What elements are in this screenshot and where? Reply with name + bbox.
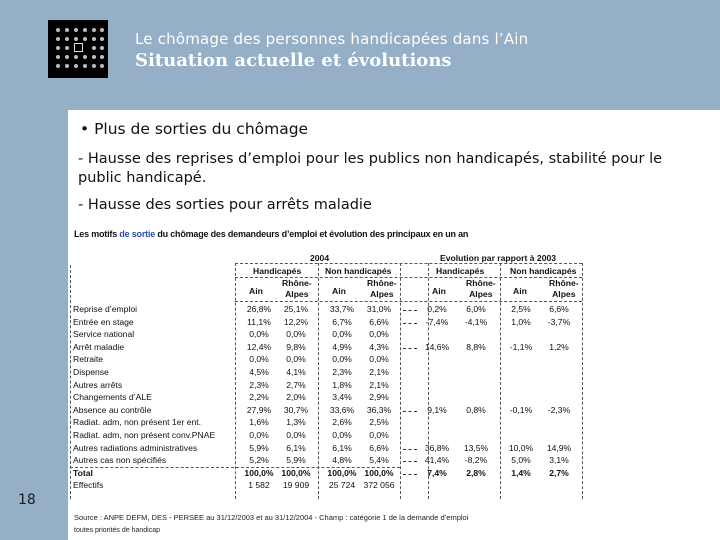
cell-value: 1,3% [286, 417, 306, 428]
cell-value: 0,0% [249, 329, 269, 340]
row-label: Dispense [73, 367, 109, 377]
cell-value: 33,7% [329, 304, 355, 314]
col-rhone-4: Rhône- Alpes [549, 278, 579, 299]
cell-value: 1 582 [248, 480, 270, 491]
cell-value: 4,9% [332, 341, 352, 352]
table-gridline-h [235, 301, 582, 302]
table-gridline-v [318, 263, 319, 499]
logo-dot [100, 46, 104, 50]
cell-value: 27,9% [246, 404, 272, 415]
col-ain-4: Ain [513, 286, 527, 296]
sub-nonhandicapes-2004: Non handicapés [325, 266, 392, 276]
table-caption [74, 229, 468, 239]
logo-dot [56, 46, 60, 50]
row-label: Retraite [73, 354, 104, 365]
logo-dot [92, 37, 96, 41]
cell-value: 2,9% [369, 392, 389, 403]
group-evolution: Evolution par rapport à 2003 [440, 253, 557, 263]
logo-dot [65, 55, 69, 59]
cell-value: 4,5% [249, 367, 269, 377]
cell-value: 9,8% [286, 341, 306, 352]
table-gridline-v [582, 263, 583, 499]
logo-dot [92, 55, 96, 59]
row-label: Effectifs [73, 480, 104, 491]
cell-value: 2,3% [249, 379, 269, 390]
page-number: 18 [18, 492, 36, 508]
cell-evolution: 6,0% [466, 304, 486, 314]
logo-dot [56, 64, 60, 68]
table-gridline-v [70, 265, 71, 499]
row-label: Autres radiations administratives [73, 442, 198, 453]
col-rhone-1: Rhône- Alpes [282, 278, 312, 299]
cell-evolution: 0,8% [466, 404, 486, 415]
cell-evolution: 2,7% [549, 467, 569, 478]
cell-value: 0,0% [249, 354, 269, 365]
cell-evolution: 3,1% [549, 455, 569, 466]
cell-value: 1,6% [249, 417, 269, 428]
cell-value: 25,1% [283, 304, 309, 314]
logo-dot [92, 46, 96, 50]
cell-value: 26,8% [246, 304, 272, 314]
row-connector [403, 449, 417, 450]
logo-dot [65, 28, 69, 32]
row-label: Reprise d’emploi [73, 304, 138, 314]
cell-evolution: 8,8% [466, 341, 486, 352]
table-gridline-v [400, 263, 401, 499]
cell-evolution: 1,2% [549, 341, 569, 352]
sub-nonhandicapes-evol: Non handicapés [510, 266, 577, 276]
cell-value: 0,0% [332, 430, 352, 440]
cell-value: 0,0% [286, 430, 306, 440]
logo-dot [74, 64, 78, 68]
logo-dot [100, 55, 104, 59]
cell-evolution: -7,4% [425, 316, 449, 327]
cell-value: 2,1% [369, 379, 389, 390]
page-subtitle: Le chômage des personnes handicapées dans l’Ain [135, 30, 529, 48]
group-2004: 2004 [310, 253, 330, 263]
cell-value: 12,4% [246, 341, 272, 352]
logo-dot [56, 55, 60, 59]
cell-value: 0,0% [249, 430, 269, 440]
row-label: Changements d’ALE [73, 392, 152, 403]
cell-evolution: -1,1% [509, 341, 533, 352]
row-label: Autres cas non spécifiés [73, 455, 167, 466]
row-connector [403, 348, 417, 349]
logo-center-square [74, 43, 83, 52]
cell-value: 5,2% [249, 455, 269, 466]
cell-value: 100,0% [244, 467, 274, 478]
col-ain-2: Ain [332, 286, 346, 296]
col-rhone-3: Rhône- Alpes [466, 278, 496, 299]
logo-dot [92, 64, 96, 68]
cell-evolution: 2,5% [511, 304, 531, 314]
bullet-line-1: - Hausse des reprises d’emploi pour les publics non handicapés, stabilité pour le public handicapé. [78, 151, 663, 186]
cell-evolution: 9,1% [427, 404, 447, 415]
row-label: Total [73, 467, 93, 478]
cell-evolution: 1,4% [511, 467, 531, 478]
cell-value: 3,4% [332, 392, 352, 403]
cell-value: 6,1% [332, 442, 352, 453]
row-label: Service national [73, 329, 135, 340]
logo-dot [65, 37, 69, 41]
cell-value: 0,0% [369, 430, 389, 440]
cell-value: 4,3% [369, 341, 389, 352]
row-label: Radiat. adm, non présent conv.PNAE [73, 430, 216, 440]
logo-dot [83, 64, 87, 68]
cell-evolution: 1,0% [511, 316, 531, 327]
sub-handicapes-2004: Handicapés [253, 266, 302, 276]
bullet-line-2: - Hausse des sorties pour arrêts maladie [78, 197, 372, 213]
cell-value: 6,7% [332, 316, 352, 327]
row-connector [403, 323, 417, 324]
row-label: Radiat. adm, non présent 1er ent. [73, 417, 202, 428]
logo-dot [74, 55, 78, 59]
cell-value: 31,0% [366, 304, 392, 314]
cell-evolution: -3,7% [547, 316, 571, 327]
cell-value: 0,0% [286, 354, 306, 365]
cell-value: 0,0% [369, 329, 389, 340]
row-label: Absence au contrôle [73, 404, 152, 415]
source-note-2: toutes priorités de handicap [74, 527, 160, 534]
cell-value: 4,1% [286, 367, 306, 377]
logo-dot [100, 64, 104, 68]
cell-value: 2,6% [332, 417, 352, 428]
logo-dot [100, 37, 104, 41]
logo-dot [56, 28, 60, 32]
logo-dot [74, 37, 78, 41]
logo-dot [83, 37, 87, 41]
cell-value: 2,0% [286, 392, 306, 403]
cell-evolution: 14,9% [546, 442, 572, 453]
cell-value: 6,6% [369, 442, 389, 453]
logo-dot [100, 28, 104, 32]
cell-evolution: 2,8% [466, 467, 486, 478]
cell-value: 5,4% [369, 455, 389, 466]
row-label: Entrée en stage [73, 316, 134, 327]
cell-evolution: 5,0% [511, 455, 531, 466]
logo-dot [83, 55, 87, 59]
page-title: Situation actuelle et évolutions [135, 50, 452, 71]
cell-value: 36,3% [366, 404, 392, 415]
table-gridline-v [428, 263, 429, 499]
caption-pre: Les motifs [74, 229, 120, 239]
sub-handicapes-evol: Handicapés [436, 266, 485, 276]
cell-evolution: 41,4% [424, 455, 450, 466]
row-label: Autres arrêts [73, 379, 123, 390]
cell-value: 100,0% [327, 467, 357, 478]
company-logo [48, 20, 108, 78]
caption-post: du chômage des demandeurs d’emploi et évolution des principaux en un an [155, 229, 469, 239]
cell-evolution: -0,1% [509, 404, 533, 415]
cell-evolution: 36,8% [424, 442, 450, 453]
cell-evolution: 14,6% [424, 341, 450, 352]
cell-value: 5,9% [249, 442, 269, 453]
cell-evolution: 13,5% [463, 442, 489, 453]
cell-evolution: 6,6% [549, 304, 569, 314]
col-ain-1: Ain [249, 286, 263, 296]
row-connector [403, 474, 417, 475]
cell-value: 6,1% [286, 442, 306, 453]
cell-value: 6,6% [369, 316, 389, 327]
cell-evolution: 7,4% [427, 467, 447, 478]
cell-value: 1,8% [332, 379, 352, 390]
logo-dot [65, 46, 69, 50]
table-gridline-h [235, 263, 582, 264]
cell-value: 33,6% [329, 404, 355, 415]
col-ain-3: Ain [432, 286, 446, 296]
logo-dot [92, 28, 96, 32]
logo-dot [74, 28, 78, 32]
logo-dot [83, 28, 87, 32]
cell-value: 100,0% [281, 467, 311, 478]
cell-evolution: 0,2% [427, 304, 447, 314]
cell-value: 30,7% [283, 404, 309, 415]
cell-value: 12,2% [283, 316, 309, 327]
cell-value: 372 056 [363, 480, 395, 491]
logo-dot [56, 37, 60, 41]
cell-value: 2,7% [286, 379, 306, 390]
table-gridline-h [235, 277, 582, 278]
cell-value: 4,8% [332, 455, 352, 466]
logo-dot [65, 64, 69, 68]
cell-evolution: -2,3% [547, 404, 571, 415]
table-gridline-v [235, 263, 236, 499]
source-note: Source : ANPE DEFM, DES - PERSEE au 31/12/2003 et au 31/12/2004 - Champ : catégorie 1 de la demande d’emploi [74, 513, 469, 522]
cell-value: 2,2% [249, 392, 269, 403]
cell-value: 19 909 [282, 480, 310, 491]
row-connector [403, 310, 417, 311]
cell-value: 0,0% [286, 329, 306, 340]
cell-value: 2,1% [369, 367, 389, 377]
cell-value: 11,1% [247, 316, 271, 327]
cell-evolution: -8,2% [464, 455, 488, 466]
table-gridline-h [70, 467, 400, 468]
cell-value: 25 724 [328, 480, 356, 491]
table-gridline-v [500, 263, 501, 499]
cell-value: 2,5% [369, 417, 389, 428]
cell-evolution: -4,1% [464, 316, 488, 327]
row-label: Arrêt maladie [73, 341, 125, 352]
row-connector [403, 461, 417, 462]
cell-value: 5,9% [286, 455, 306, 466]
cell-value: 0,0% [332, 354, 352, 365]
col-rhone-2: Rhône- Alpes [367, 278, 397, 299]
cell-evolution: 10,0% [508, 442, 534, 453]
cell-value: 100,0% [364, 467, 394, 478]
cell-value: 2,3% [332, 367, 352, 377]
bullet-main: • Plus de sorties du chômage [80, 120, 309, 138]
cell-value: 0,0% [332, 329, 352, 340]
caption-highlight: de sortie [119, 229, 156, 239]
row-connector [403, 411, 417, 412]
data-table [70, 253, 590, 499]
cell-value: 0,0% [369, 354, 389, 365]
